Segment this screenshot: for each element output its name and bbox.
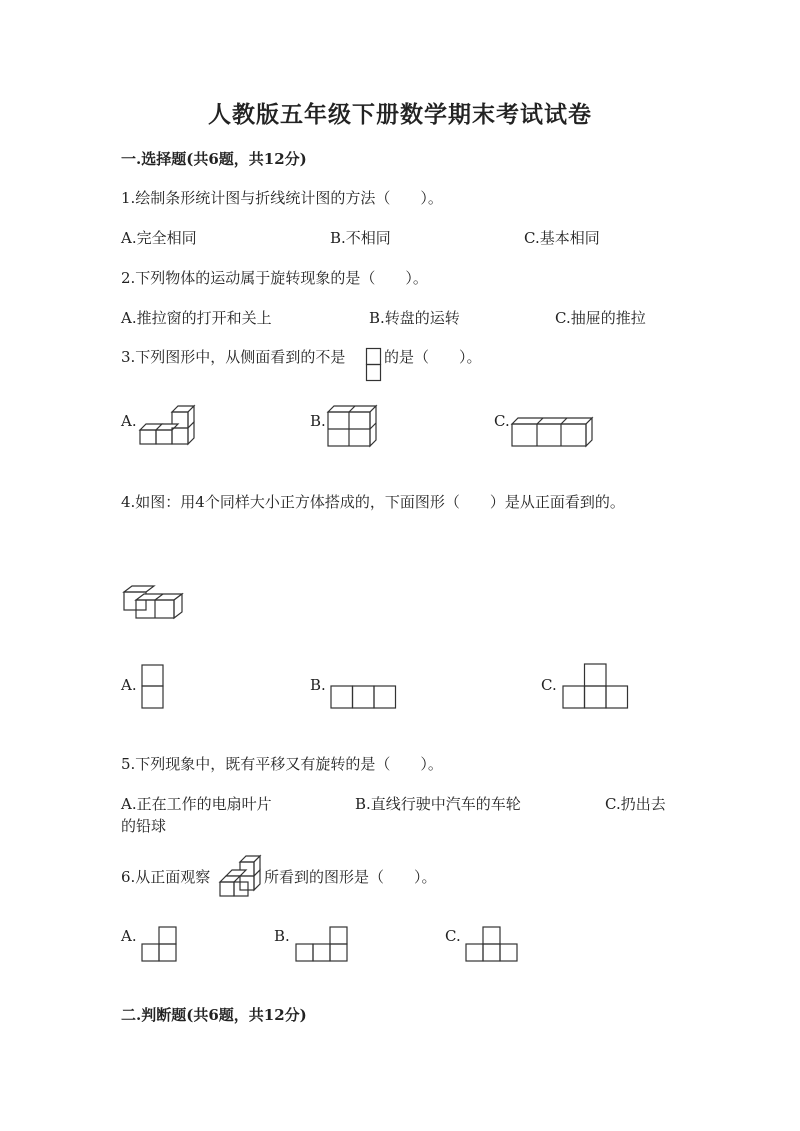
q6-option-a[interactable]: A.: [121, 927, 137, 945]
q4-solid-figure: [122, 584, 186, 620]
q6-text-after: 所看到的图形是（ ）。: [264, 868, 437, 886]
q6-solid-figure: [218, 854, 264, 904]
section2-heading: 二.判断题(共6题，共12分): [121, 1006, 307, 1024]
q1-text: 1.绘制条形统计图与折线统计图的方法（ ）。: [121, 189, 443, 207]
q6-option-a-figure: [140, 926, 180, 964]
q3-text-after: 的是（ ）。: [384, 348, 482, 366]
q3-side-view-figure: [366, 348, 382, 382]
q6-option-b-figure: [294, 926, 352, 964]
q4-option-c-figure: [562, 663, 630, 711]
q4-option-c[interactable]: C.: [541, 676, 557, 694]
q1-option-b[interactable]: B.不相同: [330, 229, 391, 247]
q1-option-a[interactable]: A.完全相同: [121, 229, 197, 247]
q5-option-c-continued: 的铅球: [121, 817, 167, 835]
q3-text-before: 3.下列图形中，从侧面看到的不是: [121, 348, 346, 366]
q4-text: 4.如图：用4个同样大小正方体搭成的，下面图形（ ）是从正面看到的。: [121, 493, 625, 511]
page-title: 人教版五年级下册数学期末考试试卷: [208, 101, 592, 128]
q5-option-a[interactable]: A.正在工作的电扇叶片: [121, 795, 272, 813]
q3-option-c[interactable]: C.: [494, 412, 510, 430]
q3-option-b[interactable]: B.: [310, 412, 326, 430]
q3-option-c-figure: [510, 416, 596, 448]
q2-option-b[interactable]: B.转盘的运转: [369, 309, 460, 327]
q6-option-b[interactable]: B.: [274, 927, 290, 945]
q4-option-b[interactable]: B.: [310, 676, 326, 694]
section1-heading: 一.选择题(共6题，共12分): [121, 150, 307, 168]
q5-option-b[interactable]: B.直线行驶中汽车的车轮: [355, 795, 521, 813]
q6-text-before: 6.从正面观察: [121, 868, 211, 886]
q2-text: 2.下列物体的运动属于旋转现象的是（ ）。: [121, 269, 428, 287]
q6-option-c-figure: [464, 926, 522, 964]
q4-option-a[interactable]: A.: [121, 676, 137, 694]
q5-text: 5.下列现象中，既有平移又有旋转的是（ ）。: [121, 755, 443, 773]
q2-option-c[interactable]: C.抽屉的推拉: [555, 309, 646, 327]
q3-option-b-figure: [326, 404, 382, 448]
q3-option-a[interactable]: A.: [121, 412, 137, 430]
q6-option-c[interactable]: C.: [445, 927, 461, 945]
q4-option-b-figure: [330, 685, 398, 710]
q2-option-a[interactable]: A.推拉窗的打开和关上: [121, 309, 272, 327]
q3-option-a-figure: [138, 404, 198, 448]
q5-option-c[interactable]: C.扔出去: [605, 795, 666, 813]
q4-option-a-figure: [141, 664, 165, 710]
q1-option-c[interactable]: C.基本相同: [524, 229, 600, 247]
